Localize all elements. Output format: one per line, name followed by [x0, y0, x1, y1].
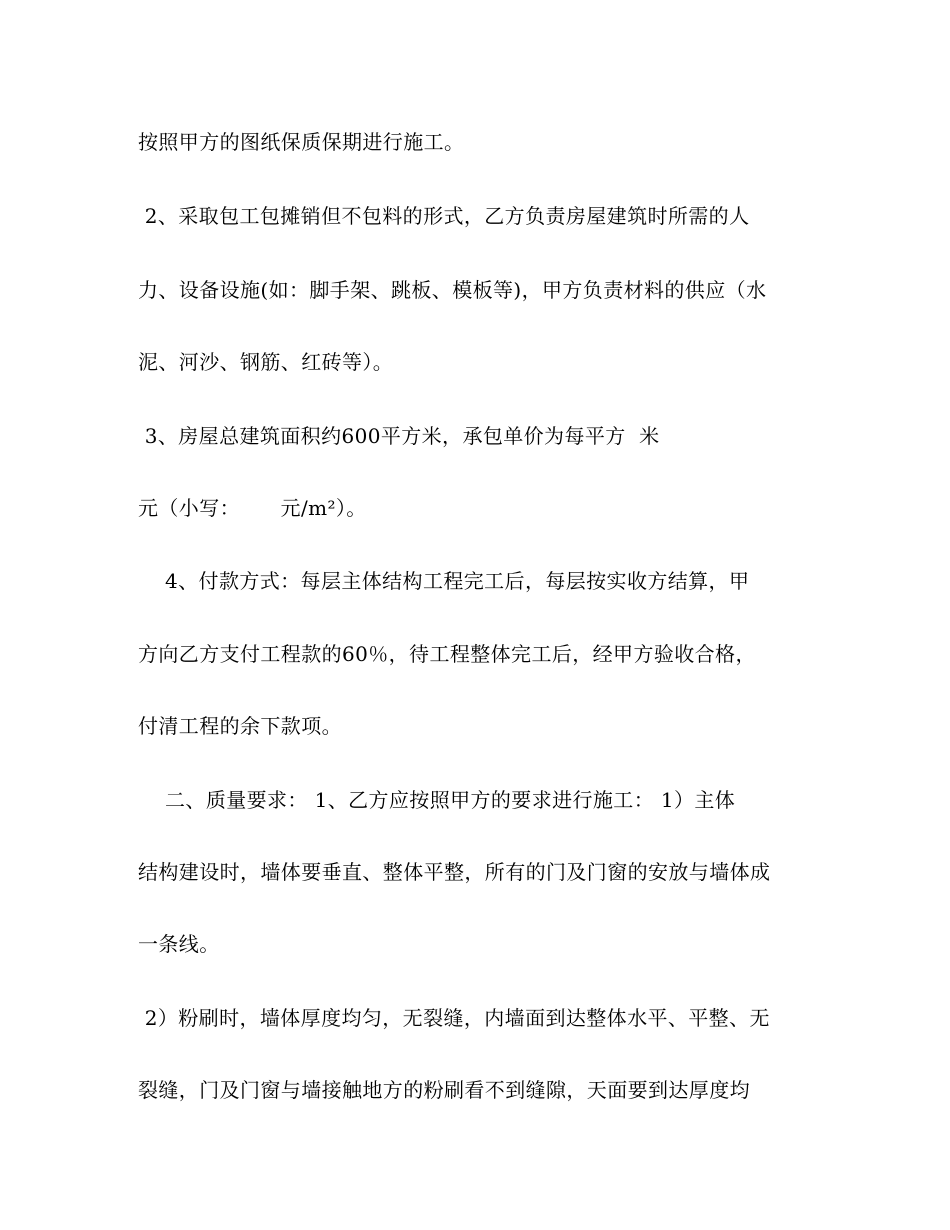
text-line: 二、质量要求： 1、乙方应按照甲方的要求进行施工： 1）主体: [138, 788, 736, 812]
text-line: 2、采取包工包摊销但不包料的形式，乙方负责房屋建筑时所需的人: [138, 204, 750, 228]
text-line: 泥、河沙、钢筋、红砖等）。: [138, 350, 394, 374]
text-line: 3、房屋总建筑面积约600平方米，承包单价为每平方 米: [138, 424, 660, 448]
text-line: 元（小写： 元/m²）。: [138, 496, 367, 520]
text-line: 按照甲方的图纸保质保期进行施工。: [138, 130, 465, 154]
text-line: 方向乙方支付工程款的60％，待工程整体完工后，经甲方验收合格，: [138, 642, 756, 666]
text-line: 力、设备设施(如：脚手架、跳板、模板等)，甲方负责材料的供应（水: [138, 278, 767, 302]
text-line: 2）粉刷时，墙体厚度均匀，无裂缝，内墙面到达整体水平、平整、无: [138, 1006, 770, 1030]
text-line: 付清工程的余下款项。: [138, 714, 342, 738]
text-line: 4、付款方式：每层主体结构工程完工后，每层按实收方结算，甲: [138, 569, 750, 593]
text-line: 结构建设时，墙体要垂直、整体平整，所有的门及门窗的安放与墙体成: [138, 860, 771, 884]
text-line: 一条线。: [138, 932, 220, 956]
text-line: 裂缝，门及门窗与墙接触地方的粉刷看不到缝隙，天面要到达厚度均: [138, 1078, 750, 1102]
